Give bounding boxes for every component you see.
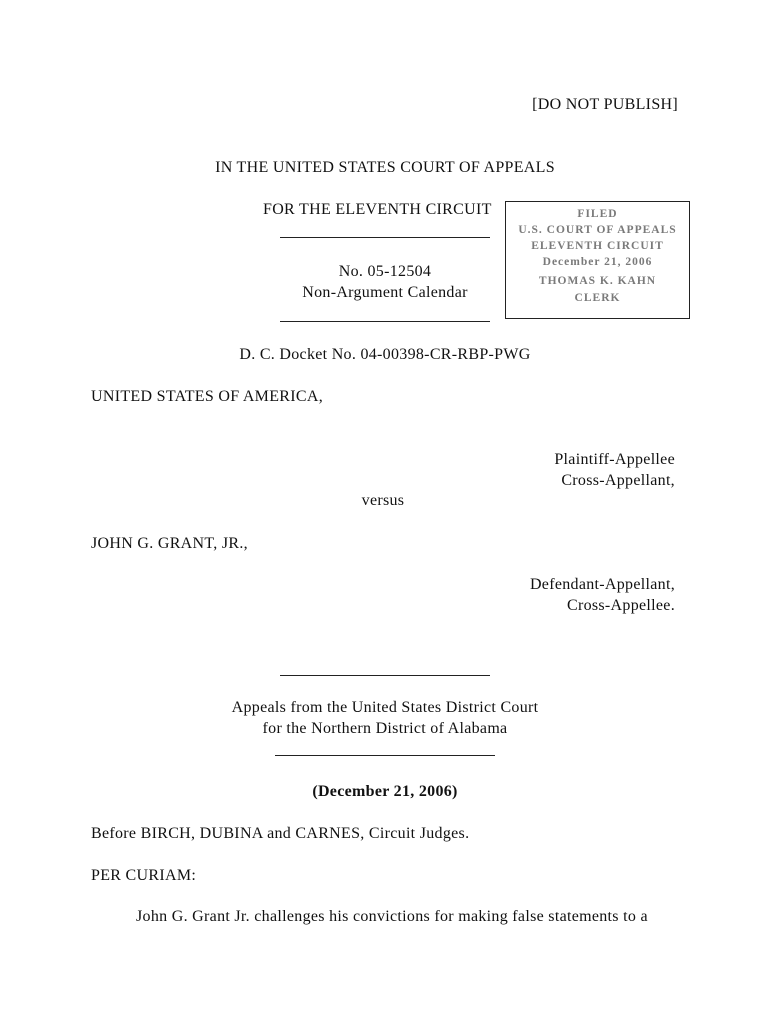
plaintiff-cross-role: Cross-Appellant,: [561, 472, 675, 489]
defendant-name: JOHN G. GRANT, JR.,: [91, 535, 248, 552]
publish-flag: [DO NOT PUBLISH]: [532, 96, 678, 113]
filed-stamp: [505, 201, 690, 319]
case-calendar: Non-Argument Calendar: [302, 284, 468, 301]
case-number: No. 05-12504: [338, 263, 432, 280]
stamp-clerk-title: CLERK: [574, 292, 621, 304]
stamp-clerk-name: THOMAS K. KAHN: [538, 275, 657, 287]
stamp-date: December 21, 2006: [542, 256, 653, 268]
defendant-cross-role: Cross-Appellee.: [566, 597, 675, 614]
stamp-filed: FILED: [577, 208, 618, 220]
court-name: IN THE UNITED STATES COURT OF APPEALS: [215, 159, 555, 176]
stamp-court: U.S. COURT OF APPEALS: [518, 224, 677, 236]
versus-label: versus: [361, 492, 405, 509]
decision-date: (December 21, 2006): [312, 783, 458, 800]
docket-number: D. C. Docket No. 04-00398-CR-RBP-PWG: [239, 346, 531, 363]
per-curiam-heading: PER CURIAM:: [91, 867, 197, 884]
appeal-district: for the Northern District of Alabama: [262, 720, 508, 737]
appeal-origin: Appeals from the United States District Court: [231, 699, 539, 716]
separator-rule: [280, 321, 490, 322]
defendant-role: Defendant-Appellant,: [529, 576, 675, 593]
plaintiff-role: Plaintiff-Appellee: [554, 451, 675, 468]
circuit-name: FOR THE ELEVENTH CIRCUIT: [263, 201, 492, 218]
opinion-opening-line: John G. Grant Jr. challenges his convictions for making false statements to a: [136, 908, 648, 925]
separator-rule: [280, 675, 490, 676]
stamp-circuit: ELEVENTH CIRCUIT: [531, 240, 664, 252]
panel-judges: Before BIRCH, DUBINA and CARNES, Circuit Judges.: [91, 825, 470, 842]
separator-rule: [280, 237, 490, 238]
plaintiff-name: UNITED STATES OF AMERICA,: [91, 388, 324, 405]
separator-rule: [275, 755, 495, 756]
